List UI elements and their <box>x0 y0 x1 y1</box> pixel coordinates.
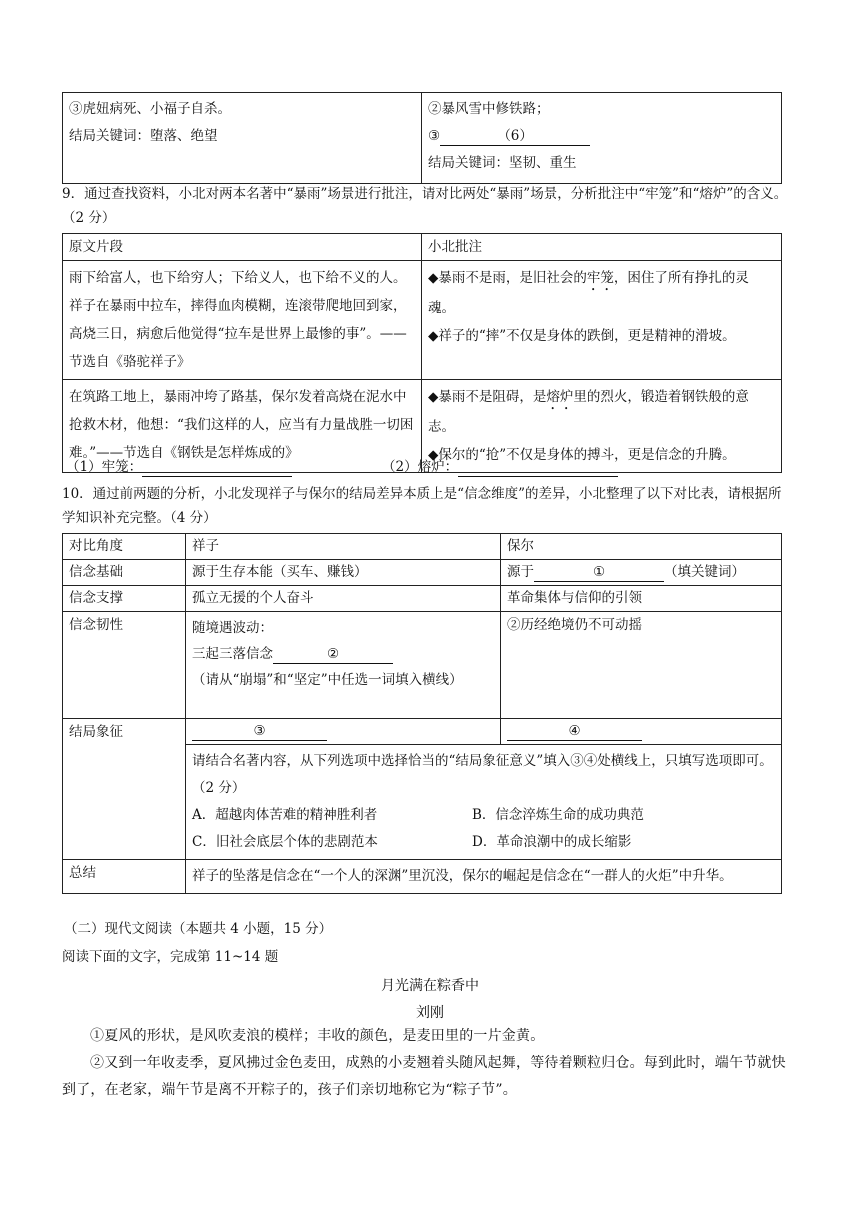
q9-row1-note-a-pre: ◆暴雨不是雨，是旧社会的 <box>428 270 587 286</box>
q10-r4-label: 结局象征 <box>63 719 186 860</box>
q10-r4-instruction: 请结合名著内容，从下列选项中选择恰当的“结局象征意义”填入③④处横线上，只填写选项即可。（2 分） <box>192 753 773 796</box>
paragraph-1: ①夏风的形状，是风吹麦浪的模样；丰收的颜色，是麦田里的一片金黄。 <box>90 1028 545 1044</box>
top-right-line1: ②暴风雪中修铁路； <box>428 101 550 117</box>
q10-r3-xiangzi <box>186 612 501 719</box>
q9-answer-2-label: （2）熔炉： <box>382 459 459 475</box>
q10-r2-paul: 革命集体与信仰的引领 <box>501 586 782 612</box>
q9-answer-2 <box>382 455 618 477</box>
q9-row2-note-a-post: 里的烈火，锻造着钢铁般的意志。 <box>428 389 749 435</box>
top-left-line1: ③虎妞病死、小福子自杀。 <box>69 101 231 117</box>
reading-instruction: 阅读下面的文字，完成第 11~14 题 <box>62 949 279 965</box>
q9-header-left: 原文片段 <box>63 234 422 261</box>
q9-answer-1 <box>66 455 292 477</box>
q10-r3-xiangzi-a: 随境遇波动： <box>192 620 273 636</box>
answer-blank-2[interactable]: ② <box>273 645 393 664</box>
q9-row2-note-a-pre: ◆暴雨不是阻碍，是 <box>428 389 547 405</box>
top-right-line3: 结局关键词：坚韧、重生 <box>428 155 577 171</box>
q10-r3-label: 信念韧性 <box>63 612 186 719</box>
top-right-cell <box>422 93 782 184</box>
q10-header-xiangzi: 祥子 <box>186 534 501 560</box>
q10-r1-xiangzi: 源于生存本能（买车、赚钱） <box>186 560 501 586</box>
answer-blank-4[interactable]: ④ <box>507 722 642 741</box>
q9-row2-note-a-mark: 熔炉 <box>546 389 574 405</box>
table-plot-summary <box>62 92 782 184</box>
q10-r2-xiangzi: 孤立无援的个人奋斗 <box>186 586 501 612</box>
top-left-line2: 结局关键词：堕落、绝望 <box>69 128 218 144</box>
q10-header-paul: 保尔 <box>501 534 782 560</box>
q9-answer-1-label: （1）牢笼： <box>66 459 143 475</box>
q9-row1-left: 雨下给富人，也下给穷人；下给义人，也下给不义的人。祥子在暴雨中拉车，摔得血肉模糊，连滚带爬地回到家，高烧三日，病愈后他觉得“拉车是世界上最惨的事”。——节选自《骆驼祥子》 <box>63 261 422 380</box>
q9-row1-note-a-mark: 牢笼 <box>586 270 614 286</box>
q9-answer-1-blank[interactable] <box>142 458 292 477</box>
q10-r1-paul-pre: 源于 <box>507 564 534 580</box>
option-c: C．旧社会底层个体的悲剧范本 <box>192 834 378 850</box>
option-b: B．信念淬炼生命的成功典范 <box>472 807 644 823</box>
q10-r2-label: 信念支撑 <box>63 586 186 612</box>
table-comparison <box>62 533 782 894</box>
answer-blank-1[interactable]: ① <box>534 563 664 582</box>
q9-row2-left: 在筑路工地上，暴雨冲垮了路基，保尔发着高烧在泥水中抢救木材，他想：“我们这样的人，应当有力量战胜一切困难。”——节选自《钢铁是怎样炼成的》 <box>63 380 422 473</box>
q10-r5-label: 总结 <box>63 860 186 894</box>
paragraph-2: ②又到一年收麦季，夏风拂过金色麦田，成熟的小麦翘着头随风起舞，等待着颗粒归仓。每到此时，端午节就快到了，在老家，端午节是离不开粽子的，孩子们亲切地称它为“粽子节”。 <box>62 1055 786 1098</box>
q9-row2-note-b: ◆保尔的“抢”不仅是身体的搏斗，更是信念的升腾。 <box>428 447 736 463</box>
answer-blank-6[interactable]: （6） <box>440 127 590 146</box>
q9-row1-note-b: ◆祥子的“摔”不仅是身体的跌倒，更是精神的滑坡。 <box>428 328 736 344</box>
top-left-cell <box>63 93 422 184</box>
article-author: 刘刚 <box>416 1005 444 1021</box>
q10-r3-xiangzi-b-pre: 三起三落信念 <box>192 646 273 662</box>
option-d: D．革命浪潮中的成长缩影 <box>472 834 632 850</box>
q10-r1-paul-post: （填关键词） <box>664 564 745 580</box>
q10-r1-label: 信念基础 <box>63 560 186 586</box>
q9-row1-right <box>422 261 782 380</box>
table-annotation <box>62 233 782 473</box>
top-right-prefix: ③ <box>428 128 441 144</box>
q10-r5-summary: 祥子的坠落是信念在“一个人的深渊”里沉没，保尔的崛起是信念在“一群人的火炬”中升华。 <box>186 860 782 894</box>
q10-r4-options-cell <box>186 745 782 860</box>
q9-answer-2-blank[interactable] <box>458 458 618 477</box>
option-a: A．超越肉体苦难的精神胜利者 <box>192 807 378 823</box>
q10-header-angle: 对比角度 <box>63 534 186 560</box>
question-9: 9．通过查找资料，小北对两本名著中“暴雨”场景进行批注，请对比两处“暴雨”场景，分析批注中“牢笼”和“熔炉”的含义。（2 分） <box>62 186 788 226</box>
answer-blank-3[interactable]: ③ <box>192 722 327 741</box>
q10-r3-paul: ②历经绝境仍不可动摇 <box>501 612 782 719</box>
q9-header-right: 小北批注 <box>422 234 782 261</box>
article-title: 月光满在粽香中 <box>381 978 479 994</box>
q10-r3-xiangzi-c: （请从“崩塌”和“坚定”中任选一词填入横线） <box>192 672 463 688</box>
q9-row1-note-a-post: ，困住了所有挣扎的灵魂。 <box>428 270 749 316</box>
q10-r1-paul <box>501 560 782 586</box>
section-heading: （二）现代文阅读（本题共 4 小题，15 分） <box>64 921 333 937</box>
q10-r4-paul <box>501 719 782 745</box>
question-10: 10．通过前两题的分析，小北发现祥子与保尔的结局差异本质上是“信念维度”的差异，小北整理了以下对比表，请根据所学知识补充完整。（4 分） <box>62 486 782 526</box>
q10-r4-xiangzi <box>186 719 501 745</box>
